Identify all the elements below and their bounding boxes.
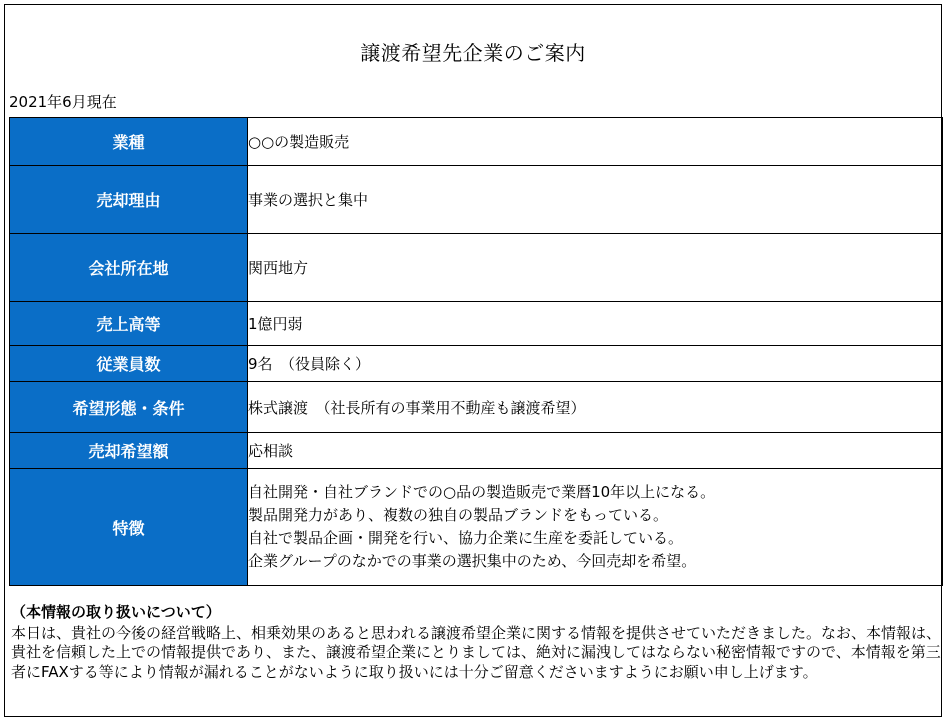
feature-line: 企業グループのなかでの事業の選択集中のため、今回売却を希望。 (248, 552, 697, 570)
document-frame (4, 4, 942, 717)
row-label: 希望形態・条件 (10, 382, 248, 433)
table-row (10, 118, 943, 166)
info-table (9, 117, 943, 586)
row-label: 売却希望額 (10, 433, 248, 469)
feature-line: 自社開発・自社ブランドでの○品の製造販売で業暦10年以上になる。 (248, 483, 716, 501)
row-label: 売上高等 (10, 302, 248, 346)
feature-line: 製品開発力があり、複数の独自の製品ブランドをもっている。 (248, 506, 669, 524)
as-of-date: 2021年6月現在 (9, 93, 117, 111)
row-value: 株式譲渡 （社長所有の事業用不動産も譲渡希望） (248, 382, 943, 433)
row-value: 1億円弱 (248, 302, 943, 346)
row-value: 応相談 (248, 433, 943, 469)
page-title: 譲渡希望先企業のご案内 (360, 41, 586, 65)
feature-line: 自社で製品企画・開発を行い、協力企業に生産を委託している。 (248, 529, 684, 547)
confidentiality-notice (11, 603, 941, 682)
row-label: 売却理由 (10, 166, 248, 234)
features-value (248, 469, 943, 586)
notice-title: （本情報の取り扱いについて） (11, 603, 221, 621)
notice-body: 本日は、貴社の今後の経営戦略上、相乗効果のあると思われる譲渡希望企業に関する情報を提供させていただきました。なお、本情報は、貴社を信頼した上での情報提供であり、また、譲渡希望企業にとりましては、絶対に漏洩してはならない秘密情報ですので、本情報を第三者にFAXする等により情報が漏れることがないように取り扱いには十分ご留意くださいますようにお願い申し上げます。 (11, 623, 942, 681)
row-value: 関西地方 (248, 234, 943, 302)
table-row (10, 433, 943, 469)
row-value: ○○の製造販売 (248, 118, 943, 166)
table-row (10, 302, 943, 346)
row-label: 従業員数 (10, 346, 248, 382)
row-value: 9名 （役員除く） (248, 346, 943, 382)
table-row (10, 234, 943, 302)
table-row (10, 166, 943, 234)
row-value: 事業の選択と集中 (248, 166, 943, 234)
table-row-features (10, 469, 943, 586)
table-row (10, 382, 943, 433)
table-row (10, 346, 943, 382)
row-label: 会社所在地 (10, 234, 248, 302)
row-label: 特徴 (10, 469, 248, 586)
row-label: 業種 (10, 118, 248, 166)
